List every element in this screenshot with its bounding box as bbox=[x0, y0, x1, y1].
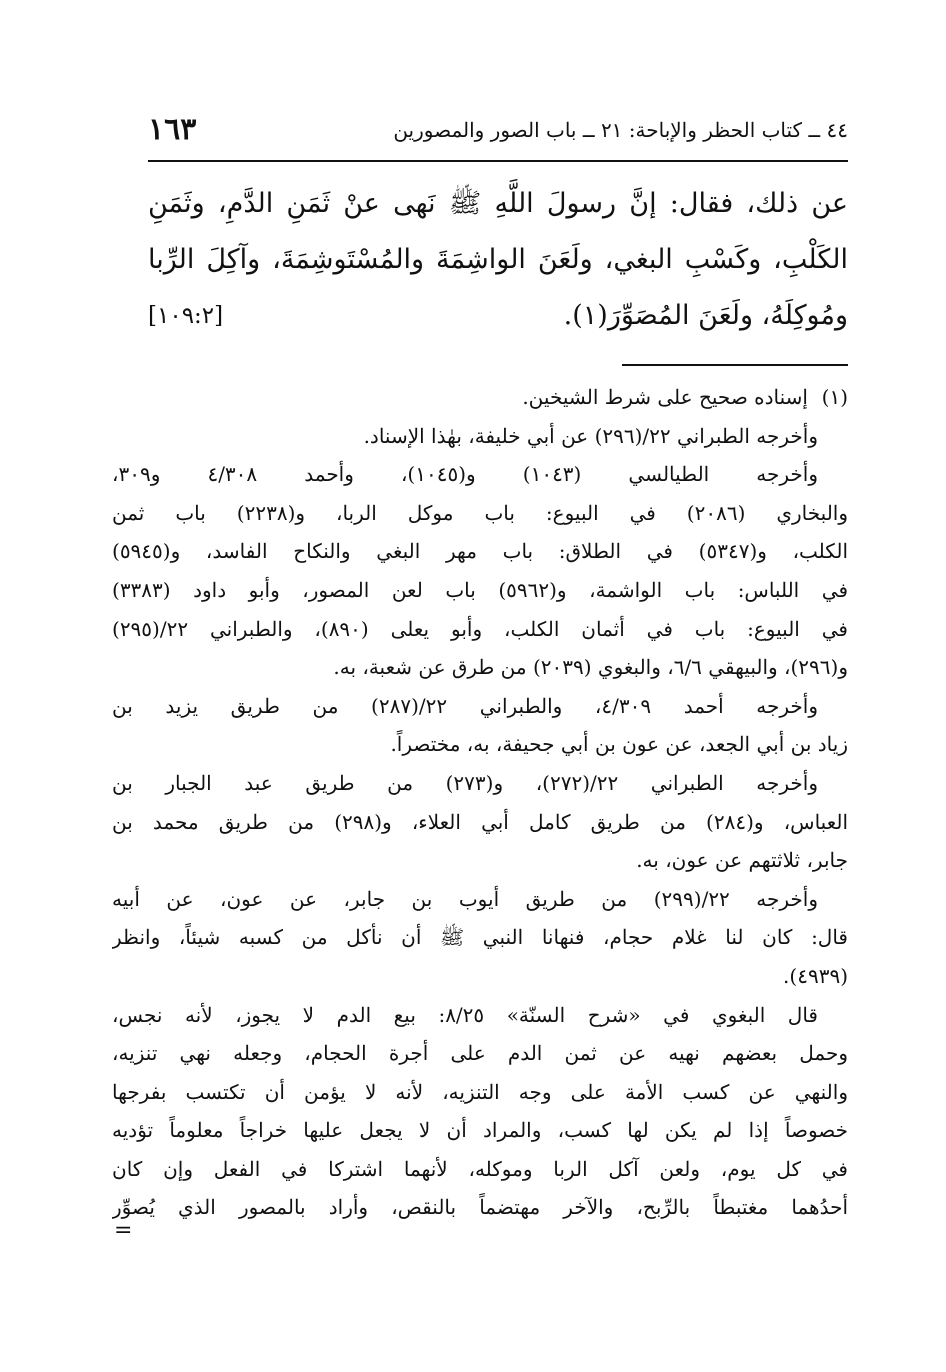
footnote-line: العباس، و(٢٨٤) من طريق كامل أبي العلاء، و(٢٩٨) من طريق محمد بن bbox=[112, 809, 848, 834]
footnote-line: (٤٩٣٩). bbox=[783, 963, 848, 988]
main-text bbox=[148, 176, 848, 344]
footnote-line: قال البغوي في «شرح السنّة» ٨/٢٥: بيع الدم لا يجوز، لأنه نجس، bbox=[112, 1002, 818, 1027]
page-number: ١٦٣ bbox=[148, 112, 197, 147]
hadith-reference: [١٠٩:٢] bbox=[148, 303, 224, 329]
footnote-divider bbox=[622, 364, 848, 366]
footnote-line: في البيوع: باب في أثمان الكلب، وأبو يعلى (٨٩٠)، والطبراني ٢٢/(٢٩٥) bbox=[112, 616, 848, 641]
main-text-line: عن ذلك، فقال: إنَّ رسولَ اللَّهِ ﷺ نَهى عنْ ثَمَنِ الدَّمِ، وثَمَنِ bbox=[148, 188, 848, 219]
header-divider bbox=[148, 160, 848, 162]
footnote-line: جابر، ثلاثتهم عن عون، به. bbox=[636, 848, 848, 873]
footnote-line: و(٢٩٦)، والبيهقي ٦/٦، والبغوي (٢٠٣٩) من طرق عن شعبة، به. bbox=[333, 655, 848, 680]
footnote-line: وأخرجه أحمد ٤/٣٠٩، والطبراني ٢٢/(٢٨٧) من طريق يزيد بن bbox=[112, 693, 818, 718]
footnote-line: والبخاري (٢٠٨٦) في البيوع: باب موكل الربا، و(٢٢٣٨) باب ثمن bbox=[112, 500, 848, 525]
footnote-line: وأخرجه الطبراني ٢٢/(٢٩٦) عن أبي خليفة، بهٰذا الإسناد. bbox=[363, 423, 818, 448]
footnote-line: وأخرجه الطبراني ٢٢/(٢٧٢)، و(٢٧٣) من طريق عبد الجبار بن bbox=[112, 770, 818, 795]
footnote-line: زياد بن أبي الجعد، عن عون بن أبي جحيفة، به، مختصراً. bbox=[390, 732, 848, 757]
footnote-line: والنهي عن كسب الأمة على وجه التنزيه، لأنه لا يؤمن أن تكتسب بفرجها bbox=[112, 1079, 848, 1104]
footnote-line: الكلب، و(٥٣٤٧) في الطلاق: باب مهر البغي والنكاح الفاسد، و(٥٩٤٥) bbox=[112, 539, 848, 564]
footnote-marker: (١) bbox=[821, 385, 848, 409]
footnote-line: وأخرجه ٢٢/(٢٩٩) من طريق أيوب بن جابر، عن عون، عن أبيه bbox=[112, 886, 818, 911]
footnote-line: خصوصاً إذا لم يكن لها كسب، والمراد أن لا يجعل عليها خراجاً معلوماً تؤديه bbox=[112, 1118, 848, 1143]
footnote-line: في كل يوم، ولعن آكل الربا وموكله، لأنهما اشتركا في الفعل وإن كان bbox=[112, 1156, 848, 1181]
footnote-line: في اللباس: باب الواشمة، و(٥٩٦٢) باب لعن المصور، وأبو داود (٣٣٨٣) bbox=[112, 577, 848, 602]
footnote-line bbox=[112, 378, 848, 417]
running-title: ٤٤ ــ كتاب الحظر والإباحة: ٢١ ــ باب الصور والمصورين bbox=[393, 118, 848, 142]
footnote-line-content: إسناده صحيح على شرط الشيخين. bbox=[522, 385, 808, 409]
footnote-line: وحمل بعضهم نهيه عن ثمن الدم على أجرة الحجام، وجعله نهي تنزيه، bbox=[112, 1041, 848, 1066]
footnotes bbox=[112, 378, 848, 1227]
main-text-line bbox=[148, 288, 848, 344]
main-text-line: الكَلْبِ، وكَسْبِ البغي، ولَعَنَ الواشِمَةَ والمُسْتَوشِمَةَ، وآكِلَ الرِّبا bbox=[148, 244, 848, 275]
page-header bbox=[148, 108, 848, 158]
footnote-line: قال: كان لنا غلام حجام، فنهانا النبي ﷺ أن نأكل من كسبه شيئاً، وانظر bbox=[112, 925, 848, 950]
footnote-line: وأخرجه الطيالسي (١٠٤٣) و(١٠٤٥)، وأحمد ٤/٣٠٨ و٣٠٩، bbox=[112, 462, 819, 487]
main-text-line-content: ومُوكِلَهُ، ولَعَنَ المُصَوِّرَ(١). bbox=[563, 300, 848, 331]
continuation-mark: = bbox=[114, 1218, 133, 1243]
footnote-line: أحدُهما مغتبطاً بالرِّبح، والآخر مهتضماً بالنقص، وأراد بالمصور الذي يُصوِّر bbox=[112, 1195, 848, 1220]
